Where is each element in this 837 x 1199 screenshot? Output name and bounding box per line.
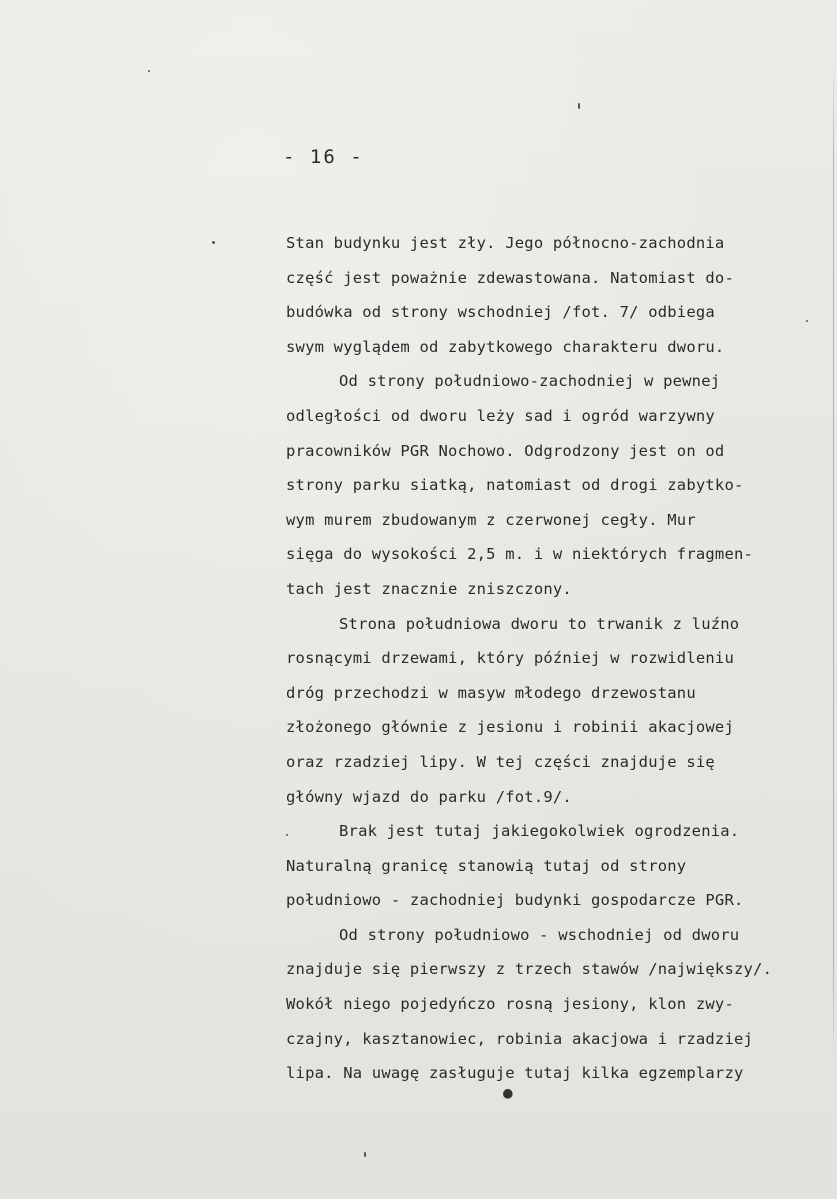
text-line: lipa. Na uwagę zasługuje tutaj kilka egzemplarzy bbox=[286, 1064, 744, 1083]
ink-blot-mark: ● bbox=[503, 1083, 513, 1102]
text-line: znajduje się pierwszy z trzech stawów /największy/. bbox=[286, 960, 773, 979]
text-line: Od strony południowo - wschodniej od dworu bbox=[339, 925, 740, 944]
text-line: budówka od strony wschodniej /fot. 7/ odbiega bbox=[286, 303, 715, 322]
text-line: odległości od dworu leży sad i ogród warzywny bbox=[286, 406, 715, 425]
text-line: Strona południowa dworu to trwanik z luźno bbox=[339, 614, 740, 633]
text-line: Brak jest tutaj jakiegokolwiek ogrodzenia. bbox=[339, 822, 740, 841]
scan-speck bbox=[286, 834, 288, 836]
text-line: Naturalną granicę stanowią tutaj od strony bbox=[286, 856, 687, 875]
scan-speck bbox=[212, 241, 215, 244]
text-line: swym wyglądem od zabytkowego charakteru dworu. bbox=[286, 337, 725, 356]
text-line: pracowników PGR Nochowo. Odgrodzony jest on od bbox=[286, 441, 725, 460]
text-line: dróg przechodzi w masyw młodego drzewostanu bbox=[286, 683, 696, 702]
scan-speck bbox=[806, 320, 808, 322]
page-edge-line bbox=[833, 60, 834, 1060]
text-line: sięga do wysokości 2,5 m. i w niektórych fragmen- bbox=[286, 545, 754, 564]
text-line: południowo - zachodniej budynki gospodarcze PGR. bbox=[286, 891, 744, 910]
text-line: czajny, kasztanowiec, robinia akacjowa i rzadziej bbox=[286, 1029, 754, 1048]
text-line: strony parku siatką, natomiast od drogi zabytko- bbox=[286, 476, 744, 495]
text-line: Od strony południowo-zachodniej w pewnej bbox=[339, 372, 721, 391]
scan-speck bbox=[364, 1152, 366, 1157]
text-line: rosnącymi drzewami, który później w rozwidleniu bbox=[286, 649, 734, 668]
text-line: wym murem zbudowanym z czerwonej cegły. Mur bbox=[286, 510, 696, 529]
text-line: tach jest znacznie zniszczony. bbox=[286, 579, 572, 598]
typed-text-body bbox=[286, 226, 816, 1091]
text-line: Stan budynku jest zły. Jego północno-zachodnia bbox=[286, 234, 725, 252]
text-line: główny wjazd do parku /fot.9/. bbox=[286, 787, 572, 806]
text-line: część jest poważnie zdewastowana. Natomiast do- bbox=[286, 268, 734, 287]
page-number: - 16 - bbox=[283, 146, 364, 168]
text-line: Wokół niego pojedyńczo rosną jesiony, klon zwy- bbox=[286, 995, 734, 1014]
text-line: złożonego głównie z jesionu i robinii akacjowej bbox=[286, 718, 734, 737]
scan-speck bbox=[578, 103, 580, 109]
text-line: oraz rzadziej lipy. W tej części znajduje się bbox=[286, 752, 715, 771]
scan-speck bbox=[148, 70, 150, 72]
